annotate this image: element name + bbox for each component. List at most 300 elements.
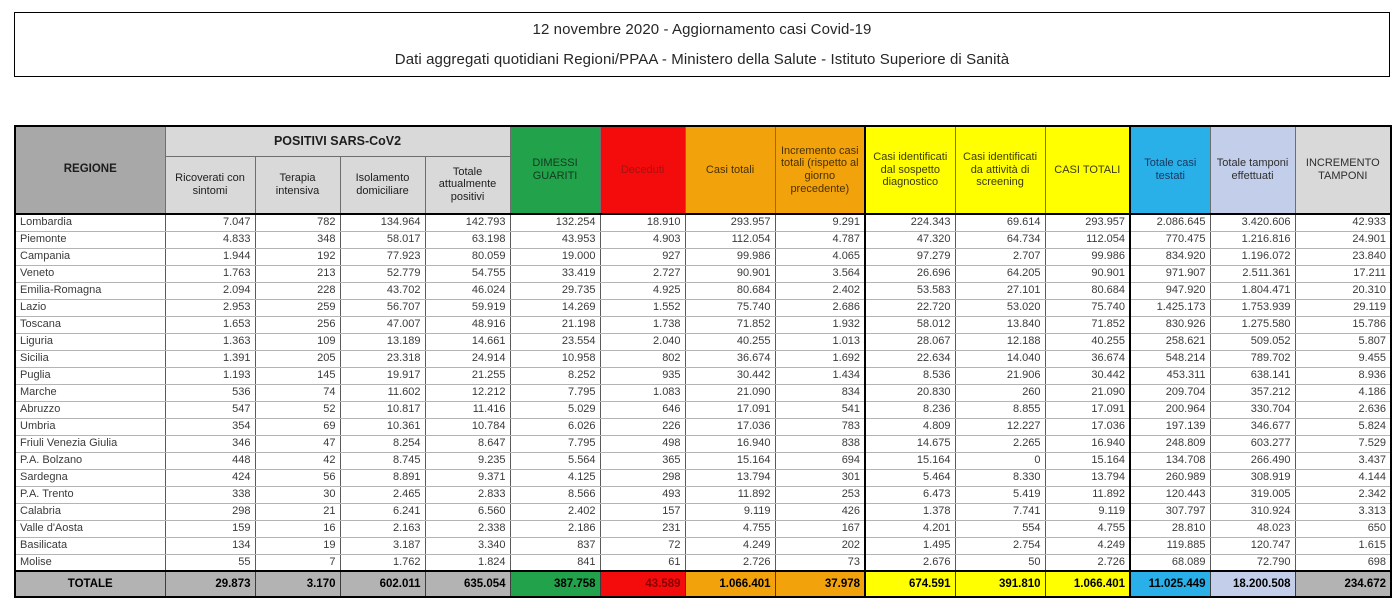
cell-value: 7.795 [510, 384, 600, 401]
cell-value: 23.554 [510, 333, 600, 350]
cell-value: 21.090 [685, 384, 775, 401]
cell-value: 119.885 [1130, 537, 1210, 554]
cell-value: 64.734 [955, 231, 1045, 248]
cell-value: 4.903 [600, 231, 685, 248]
table-row [15, 537, 1391, 554]
cell-value: 698 [1295, 554, 1391, 571]
cell-value: 2.833 [425, 486, 510, 503]
cell-value: 226 [600, 418, 685, 435]
cell-value: 841 [510, 554, 600, 571]
region-name: Friuli Venezia Giulia [15, 435, 165, 452]
cell-value: 293.957 [685, 214, 775, 231]
cell-value: 298 [165, 503, 255, 520]
col-header-incremento-tamponi: INCREMENTO TAMPONI [1295, 126, 1391, 214]
cell-value: 498 [600, 435, 685, 452]
total-value: 674.591 [865, 571, 955, 597]
cell-value: 9.371 [425, 469, 510, 486]
cell-value: 1.193 [165, 367, 255, 384]
cell-value: 6.560 [425, 503, 510, 520]
cell-value: 47.007 [340, 316, 425, 333]
cell-value: 4.755 [1045, 520, 1130, 537]
cell-value: 260 [955, 384, 1045, 401]
cell-value: 15.164 [865, 452, 955, 469]
cell-value: 54.755 [425, 265, 510, 282]
cell-value: 48.023 [1210, 520, 1295, 537]
cell-value: 52.779 [340, 265, 425, 282]
cell-value: 1.425.173 [1130, 299, 1210, 316]
cell-value: 789.702 [1210, 350, 1295, 367]
cell-value: 90.901 [685, 265, 775, 282]
cell-value: 24.901 [1295, 231, 1391, 248]
cell-value: 354 [165, 418, 255, 435]
cell-value: 1.495 [865, 537, 955, 554]
cell-value: 134.708 [1130, 452, 1210, 469]
cell-value: 802 [600, 350, 685, 367]
cell-value: 120.747 [1210, 537, 1295, 554]
cell-value: 97.279 [865, 248, 955, 265]
table-header [15, 126, 1391, 214]
cell-value: 47.320 [865, 231, 955, 248]
total-value: 1.066.401 [685, 571, 775, 597]
cell-value: 202 [775, 537, 865, 554]
cell-value: 21.906 [955, 367, 1045, 384]
table-row [15, 503, 1391, 520]
cell-value: 21.198 [510, 316, 600, 333]
cell-value: 547 [165, 401, 255, 418]
cell-value: 28.810 [1130, 520, 1210, 537]
cell-value: 30.442 [1045, 367, 1130, 384]
cell-value: 8.647 [425, 435, 510, 452]
cell-value: 63.198 [425, 231, 510, 248]
cell-value: 1.824 [425, 554, 510, 571]
cell-value: 4.249 [685, 537, 775, 554]
cell-value: 12.188 [955, 333, 1045, 350]
cell-value: 55 [165, 554, 255, 571]
cell-value: 59.919 [425, 299, 510, 316]
cell-value: 213 [255, 265, 340, 282]
total-label: TOTALE [15, 571, 165, 597]
cell-value: 783 [775, 418, 865, 435]
cell-value: 2.686 [775, 299, 865, 316]
cell-value: 29.119 [1295, 299, 1391, 316]
cell-value: 167 [775, 520, 865, 537]
cell-value: 5.419 [955, 486, 1045, 503]
cell-value: 536 [165, 384, 255, 401]
cell-value: 3.420.606 [1210, 214, 1295, 231]
cell-value: 80.059 [425, 248, 510, 265]
cell-value: 4.125 [510, 469, 600, 486]
col-header-incremento-casi: Incremento casi totali (rispetto al giorno precedente) [775, 126, 865, 214]
cell-value: 2.402 [775, 282, 865, 299]
cell-value: 308.919 [1210, 469, 1295, 486]
cell-value: 330.704 [1210, 401, 1295, 418]
region-name: Sicilia [15, 350, 165, 367]
cell-value: 4.144 [1295, 469, 1391, 486]
cell-value: 33.419 [510, 265, 600, 282]
cell-value: 2.402 [510, 503, 600, 520]
region-name: Liguria [15, 333, 165, 350]
total-value: 234.672 [1295, 571, 1391, 597]
cell-value: 23.840 [1295, 248, 1391, 265]
cell-value: 1.363 [165, 333, 255, 350]
table-row [15, 231, 1391, 248]
cell-value: 75.740 [685, 299, 775, 316]
cell-value: 5.824 [1295, 418, 1391, 435]
cell-value: 4.833 [165, 231, 255, 248]
cell-value: 11.416 [425, 401, 510, 418]
region-name: Abruzzo [15, 401, 165, 418]
table-row [15, 435, 1391, 452]
col-header-totale-tamponi: Totale tamponi effettuati [1210, 126, 1295, 214]
cell-value: 3.564 [775, 265, 865, 282]
cell-value: 10.784 [425, 418, 510, 435]
total-value: 11.025.449 [1130, 571, 1210, 597]
cell-value: 5.807 [1295, 333, 1391, 350]
cell-value: 56.707 [340, 299, 425, 316]
cell-value: 69.614 [955, 214, 1045, 231]
cell-value: 509.052 [1210, 333, 1295, 350]
table-row [15, 418, 1391, 435]
cell-value: 99.986 [685, 248, 775, 265]
table-body [15, 214, 1391, 571]
cell-value: 8.254 [340, 435, 425, 452]
cell-value: 2.726 [1045, 554, 1130, 571]
cell-value: 80.684 [1045, 282, 1130, 299]
cell-value: 1.653 [165, 316, 255, 333]
cell-value: 18.910 [600, 214, 685, 231]
region-name: Lombardia [15, 214, 165, 231]
cell-value: 53.583 [865, 282, 955, 299]
cell-value: 650 [1295, 520, 1391, 537]
cell-value: 142.793 [425, 214, 510, 231]
cell-value: 6.026 [510, 418, 600, 435]
cell-value: 5.464 [865, 469, 955, 486]
region-name: Puglia [15, 367, 165, 384]
cell-value: 200.964 [1130, 401, 1210, 418]
cell-value: 1.434 [775, 367, 865, 384]
cell-value: 40.255 [685, 333, 775, 350]
cell-value: 10.817 [340, 401, 425, 418]
cell-value: 6.241 [340, 503, 425, 520]
cell-value: 3.313 [1295, 503, 1391, 520]
region-name: Molise [15, 554, 165, 571]
cell-value: 9.455 [1295, 350, 1391, 367]
cell-value: 8.236 [865, 401, 955, 418]
col-header-deceduti: Deceduti [600, 126, 685, 214]
cell-value: 10.958 [510, 350, 600, 367]
cell-value: 134 [165, 537, 255, 554]
cell-value: 72 [600, 537, 685, 554]
table-row [15, 469, 1391, 486]
cell-value: 493 [600, 486, 685, 503]
cell-value: 2.707 [955, 248, 1045, 265]
cell-value: 7.529 [1295, 435, 1391, 452]
cell-value: 197.139 [1130, 418, 1210, 435]
cell-value: 71.852 [1045, 316, 1130, 333]
cell-value: 17.091 [1045, 401, 1130, 418]
cell-value: 256 [255, 316, 340, 333]
cell-value: 1.944 [165, 248, 255, 265]
table-row [15, 350, 1391, 367]
cell-value: 23.318 [340, 350, 425, 367]
cell-value: 8.745 [340, 452, 425, 469]
cell-value: 16.940 [685, 435, 775, 452]
cell-value: 7.047 [165, 214, 255, 231]
cell-value: 40.255 [1045, 333, 1130, 350]
cell-value: 90.901 [1045, 265, 1130, 282]
total-value: 3.170 [255, 571, 340, 597]
cell-value: 338 [165, 486, 255, 503]
region-name: Toscana [15, 316, 165, 333]
cell-value: 77.923 [340, 248, 425, 265]
cell-value: 19 [255, 537, 340, 554]
cell-value: 4.925 [600, 282, 685, 299]
table-row [15, 401, 1391, 418]
table-row [15, 214, 1391, 231]
cell-value: 3.437 [1295, 452, 1391, 469]
cell-value: 1.083 [600, 384, 685, 401]
cell-value: 319.005 [1210, 486, 1295, 503]
region-name: Valle d'Aosta [15, 520, 165, 537]
cell-value: 58.012 [865, 316, 955, 333]
cell-value: 5.029 [510, 401, 600, 418]
cell-value: 8.891 [340, 469, 425, 486]
cell-value: 21.255 [425, 367, 510, 384]
cell-value: 50 [955, 554, 1045, 571]
cell-value: 46.024 [425, 282, 510, 299]
cell-value: 16 [255, 520, 340, 537]
cell-value: 1.615 [1295, 537, 1391, 554]
cell-value: 8.330 [955, 469, 1045, 486]
cell-value: 1.013 [775, 333, 865, 350]
cell-value: 1.753.939 [1210, 299, 1295, 316]
cell-value: 52 [255, 401, 340, 418]
cell-value: 22.634 [865, 350, 955, 367]
cell-value: 2.636 [1295, 401, 1391, 418]
cell-value: 7.741 [955, 503, 1045, 520]
col-header-dimessi-guariti: DIMESSI GUARITI [510, 126, 600, 214]
cell-value: 30.442 [685, 367, 775, 384]
cell-value: 15.164 [1045, 452, 1130, 469]
cell-value: 47 [255, 435, 340, 452]
cell-value: 348 [255, 231, 340, 248]
cell-value: 638.141 [1210, 367, 1295, 384]
table-row [15, 333, 1391, 350]
col-header-casi-totali-caps: CASI TOTALI [1045, 126, 1130, 214]
cell-value: 4.755 [685, 520, 775, 537]
total-value: 37.978 [775, 571, 865, 597]
cell-value: 36.674 [685, 350, 775, 367]
cell-value: 253 [775, 486, 865, 503]
cell-value: 548.214 [1130, 350, 1210, 367]
cell-value: 2.265 [955, 435, 1045, 452]
cell-value: 7.795 [510, 435, 600, 452]
total-row [15, 571, 1391, 597]
cell-value: 64.205 [955, 265, 1045, 282]
cell-value: 17.036 [1045, 418, 1130, 435]
table-row [15, 299, 1391, 316]
cell-value: 2.342 [1295, 486, 1391, 503]
cell-value: 228 [255, 282, 340, 299]
cell-value: 2.726 [685, 554, 775, 571]
cell-value: 1.762 [340, 554, 425, 571]
table-row [15, 384, 1391, 401]
total-value: 18.200.508 [1210, 571, 1295, 597]
cell-value: 13.794 [1045, 469, 1130, 486]
table-row [15, 486, 1391, 503]
cell-value: 4.186 [1295, 384, 1391, 401]
cell-value: 298 [600, 469, 685, 486]
cell-value: 260.989 [1130, 469, 1210, 486]
cell-value: 1.378 [865, 503, 955, 520]
cell-value: 266.490 [1210, 452, 1295, 469]
total-value: 635.054 [425, 571, 510, 597]
cell-value: 112.054 [685, 231, 775, 248]
cell-value: 4.809 [865, 418, 955, 435]
cell-value: 0 [955, 452, 1045, 469]
cell-value: 13.840 [955, 316, 1045, 333]
cell-value: 80.684 [685, 282, 775, 299]
cell-value: 834.920 [1130, 248, 1210, 265]
cell-value: 1.196.072 [1210, 248, 1295, 265]
col-header-casi-sospetto-diagnostico: Casi identificati dal sospetto diagnostico [865, 126, 955, 214]
total-value: 602.011 [340, 571, 425, 597]
table-footer [15, 571, 1391, 597]
cell-value: 2.727 [600, 265, 685, 282]
total-value: 1.066.401 [1045, 571, 1130, 597]
cell-value: 448 [165, 452, 255, 469]
cell-value: 26.696 [865, 265, 955, 282]
cell-value: 7 [255, 554, 340, 571]
region-name: P.A. Bolzano [15, 452, 165, 469]
col-header-casi-totali: Casi totali [685, 126, 775, 214]
cell-value: 9.235 [425, 452, 510, 469]
col-header-totale-casi-testati: Totale casi testati [1130, 126, 1210, 214]
region-name: Piemonte [15, 231, 165, 248]
cell-value: 72.790 [1210, 554, 1295, 571]
cell-value: 2.511.361 [1210, 265, 1295, 282]
cell-value: 1.692 [775, 350, 865, 367]
cell-value: 4.201 [865, 520, 955, 537]
col-header-terapia-intensiva: Terapia intensiva [255, 156, 340, 214]
region-name: Veneto [15, 265, 165, 282]
cell-value: 248.809 [1130, 435, 1210, 452]
cell-value: 19.000 [510, 248, 600, 265]
cell-value: 27.101 [955, 282, 1045, 299]
cell-value: 15.164 [685, 452, 775, 469]
cell-value: 365 [600, 452, 685, 469]
cell-value: 29.735 [510, 282, 600, 299]
cell-value: 48.916 [425, 316, 510, 333]
total-value: 387.758 [510, 571, 600, 597]
total-value: 29.873 [165, 571, 255, 597]
cell-value: 13.189 [340, 333, 425, 350]
cell-value: 3.187 [340, 537, 425, 554]
cell-value: 554 [955, 520, 1045, 537]
cell-value: 61 [600, 554, 685, 571]
cell-value: 209.704 [1130, 384, 1210, 401]
report-title: 12 novembre 2020 - Aggiornamento casi Covid-19 [532, 21, 872, 38]
table-wrapper [14, 125, 1390, 598]
cell-value: 68.089 [1130, 554, 1210, 571]
cell-value: 21.090 [1045, 384, 1130, 401]
cell-value: 2.465 [340, 486, 425, 503]
cell-value: 838 [775, 435, 865, 452]
table-row [15, 452, 1391, 469]
cell-value: 8.252 [510, 367, 600, 384]
cell-value: 834 [775, 384, 865, 401]
cell-value: 4.249 [1045, 537, 1130, 554]
cell-value: 16.940 [1045, 435, 1130, 452]
cell-value: 424 [165, 469, 255, 486]
cell-value: 53.020 [955, 299, 1045, 316]
cell-value: 426 [775, 503, 865, 520]
region-name: Basilicata [15, 537, 165, 554]
cell-value: 134.964 [340, 214, 425, 231]
cell-value: 770.475 [1130, 231, 1210, 248]
cell-value: 20.830 [865, 384, 955, 401]
cell-value: 74 [255, 384, 340, 401]
table-row [15, 520, 1391, 537]
cell-value: 1.391 [165, 350, 255, 367]
cell-value: 157 [600, 503, 685, 520]
table-row [15, 265, 1391, 282]
region-name: Campania [15, 248, 165, 265]
cell-value: 2.040 [600, 333, 685, 350]
cell-value: 646 [600, 401, 685, 418]
cell-value: 8.936 [1295, 367, 1391, 384]
cell-value: 21 [255, 503, 340, 520]
col-header-casi-screening: Casi identificati da attività di screening [955, 126, 1045, 214]
cell-value: 22.720 [865, 299, 955, 316]
cell-value: 935 [600, 367, 685, 384]
col-header-ricoverati-con-sintomi: Ricoverati con sintomi [165, 156, 255, 214]
table-row [15, 316, 1391, 333]
col-header-totale-attualmente-positivi: Totale attualmente positivi [425, 156, 510, 214]
cell-value: 2.676 [865, 554, 955, 571]
region-name: Calabria [15, 503, 165, 520]
cell-value: 5.564 [510, 452, 600, 469]
region-name: Lazio [15, 299, 165, 316]
cell-value: 927 [600, 248, 685, 265]
table-row [15, 554, 1391, 571]
cell-value: 258.621 [1130, 333, 1210, 350]
cell-value: 837 [510, 537, 600, 554]
cell-value: 17.036 [685, 418, 775, 435]
region-name: Sardegna [15, 469, 165, 486]
total-value: 43.589 [600, 571, 685, 597]
cell-value: 12.227 [955, 418, 1045, 435]
cell-value: 310.924 [1210, 503, 1295, 520]
cell-value: 42.933 [1295, 214, 1391, 231]
cell-value: 10.361 [340, 418, 425, 435]
cell-value: 1.216.816 [1210, 231, 1295, 248]
cell-value: 2.754 [955, 537, 1045, 554]
cell-value: 8.855 [955, 401, 1045, 418]
table-row [15, 282, 1391, 299]
cell-value: 2.338 [425, 520, 510, 537]
report-subtitle: Dati aggregati quotidiani Regioni/PPAA - Ministero della Salute - Istituto Superiore di Sanità [394, 51, 1010, 68]
cell-value: 30 [255, 486, 340, 503]
cell-value: 346 [165, 435, 255, 452]
cell-value: 11.892 [685, 486, 775, 503]
table-row [15, 248, 1391, 265]
cell-value: 2.953 [165, 299, 255, 316]
cell-value: 14.269 [510, 299, 600, 316]
region-name: Umbria [15, 418, 165, 435]
cell-value: 58.017 [340, 231, 425, 248]
cell-value: 8.536 [865, 367, 955, 384]
